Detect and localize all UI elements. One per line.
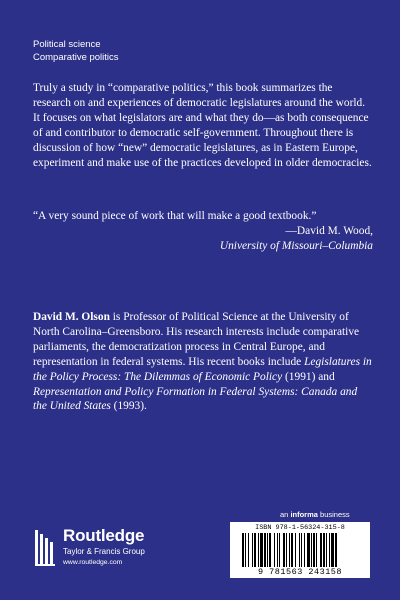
informa-tagline: an informa business [280,510,350,519]
informa-brand: informa [290,510,318,519]
ean-number: 9 781563 243158 [257,567,342,577]
publisher-name: Routledge [63,526,145,545]
book-description: Truly a study in “comparative politics,” this book summarizes the research on and experiences of democratic legislatures around the world. It focuses on what legislators are and what they do—as both consequence of and contributor to democratic self-government. Throughout there is discussion of how “new” democratic legislatures, as in Eastern Europe, experiment and make use of the practices developed in older democracies. [33,82,372,169]
author-bio-text: (1991) and [282,370,335,383]
barcode-panel [230,522,370,578]
quote-attribution-affiliation: University of Missouri–Columbia [219,239,373,252]
routledge-logo-icon [33,528,57,568]
barcode-icon [240,533,360,567]
publisher-url: www.routledge.com [63,559,123,566]
book-title: Legislatures in the Policy Process: The Dilemmas of Economic Policy [33,355,372,383]
subject-categories [33,38,119,64]
review-quote [33,209,373,254]
author-bio [33,310,373,414]
author-bio-text: is Professor of Political Science at the University of North Carolina–Greensboro. His research interests include comparative parliaments, the democratization process in Central Europe, and representation in federal systems. His recent books include [33,311,360,368]
quote-attribution-name: —David M. Wood, [285,224,373,237]
author-bio-text: (1993). [110,400,147,413]
category-label: Comparative politics [33,52,119,63]
publisher-logo [33,526,183,576]
quote-text: “A very sound piece of work that will make a good textbook.” [33,210,317,222]
author-name: David M. Olson [33,311,110,323]
publisher-group: Taylor & Francis Group [63,547,145,556]
isbn-label: ISBN 978-1-56324-315-8 [255,524,345,532]
book-title: Representation and Policy Formation in Federal Systems: Canada and the United States [33,385,358,413]
category-label: Political science [33,39,101,50]
